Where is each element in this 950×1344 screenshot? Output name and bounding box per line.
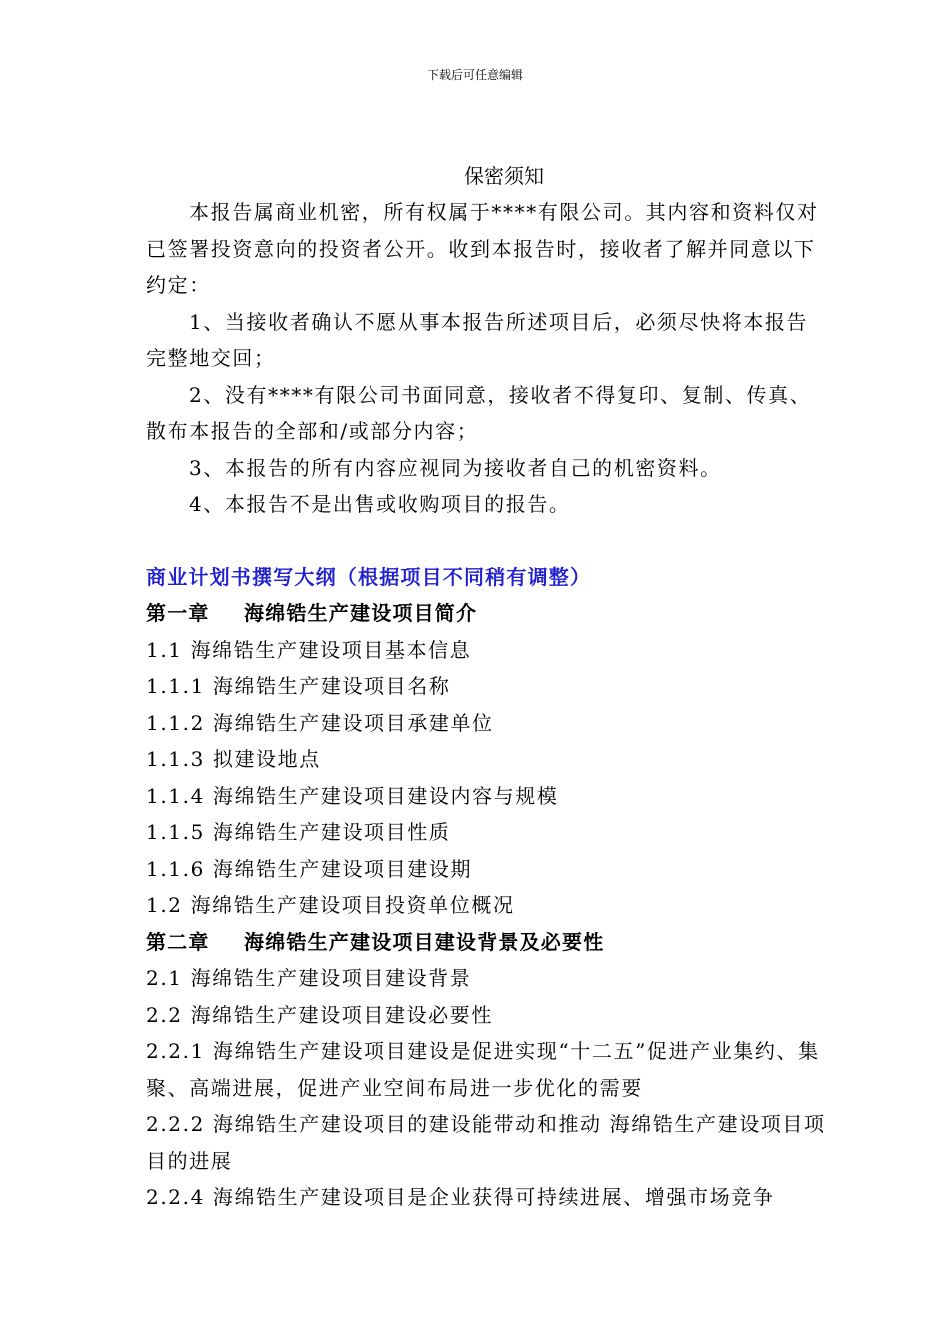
outline-item: 1.1 海绵锆生产建设项目基本信息 bbox=[146, 637, 472, 662]
outline-item: 2.2.1 海绵锆生产建设项目建设是促进实现“十二五”促进产业集约、集聚、高端进展，促进产业空间布局进一步优化的需要 bbox=[146, 1039, 820, 1100]
outline-item: 1.1.1 海绵锆生产建设项目名称 bbox=[146, 674, 451, 698]
outline-item: 2.2.4 海绵锆生产建设项目是企业获得可持续进展、增强市场竞争 bbox=[146, 1185, 775, 1209]
outline-item: 1.1.2 海绵锆生产建设项目承建单位 bbox=[146, 710, 494, 735]
chapter-number: 第二章 bbox=[146, 929, 210, 954]
chapter-number: 第一章 bbox=[146, 601, 210, 625]
outline-item: 1.1.6 海绵锆生产建设项目建设期 bbox=[146, 856, 473, 881]
document-body bbox=[146, 158, 826, 1216]
chapter-heading bbox=[146, 924, 826, 961]
outline-item: 1.1.3 拟建设地点 bbox=[146, 747, 321, 771]
outline-item: 1.1.5 海绵锆生产建设项目性质 bbox=[146, 820, 451, 844]
chapter-title: 海绵锆生产建设项目建设背景及必要性 bbox=[244, 929, 605, 954]
chapter-heading bbox=[146, 595, 826, 632]
notice-item: 1、当接收者确认不愿从事本报告所述项目后，必须尽快将本报告完整地交回； bbox=[146, 309, 809, 370]
outline-item: 2.1 海绵锆生产建设项目建设背景 bbox=[146, 966, 472, 990]
notice-item: 4、本报告不是出售或收购项目的报告。 bbox=[189, 492, 571, 516]
outline-item: 1.2 海绵锆生产建设项目投资单位概况 bbox=[146, 893, 515, 917]
outline-item: 2.2 海绵锆生产建设项目建设必要性 bbox=[146, 1002, 493, 1027]
notice-title: 保密须知 bbox=[464, 164, 544, 188]
chapter-title: 海绵锆生产建设项目简介 bbox=[244, 601, 478, 625]
outline-item: 1.1.4 海绵锆生产建设项目建设内容与规模 bbox=[146, 783, 559, 808]
section-gap bbox=[146, 523, 826, 559]
notice-intro: 本报告属商业机密，所有权属于****有限公司。其内容和资料仅对已签署投资意向的投资者公开。收到本报告时，接收者了解并同意以下约定： bbox=[146, 200, 819, 297]
outline-item: 2.2.2 海绵锆生产建设项目的建设能带动和推动 海绵锆生产建设项目项目的进展 bbox=[146, 1112, 826, 1173]
notice-item: 3、本报告的所有内容应视同为接收者自己的机密资料。 bbox=[189, 455, 722, 480]
notice-item: 2、没有****有限公司书面同意，接收者不得复印、复制、传真、散布本报告的全部和/或部分内容； bbox=[146, 382, 812, 443]
page-header: 下载后可任意编辑 bbox=[426, 68, 523, 82]
outline-title: 商业计划书撰写大纲（根据项目不同稍有调整） bbox=[146, 564, 592, 589]
